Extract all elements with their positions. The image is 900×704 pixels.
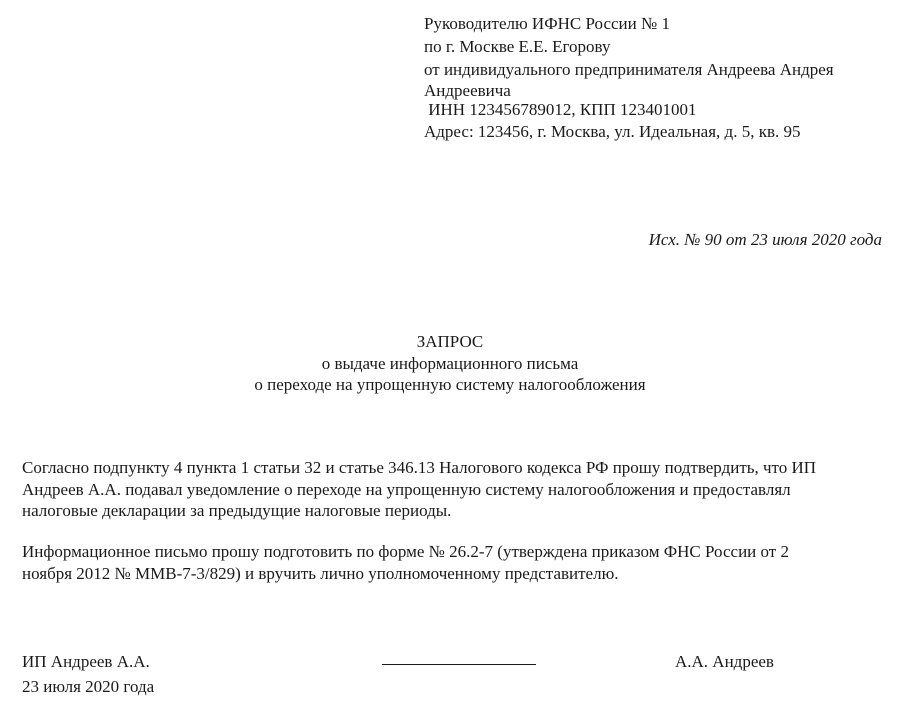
addressee-line: от индивидуального предпринимателя Андреева Андрея bbox=[424, 60, 834, 79]
signature-sender: ИП Андреев А.А. bbox=[22, 652, 150, 671]
signature-line bbox=[382, 664, 536, 665]
paragraph-line: Информационное письмо прошу подготовить по форме № 26.2-7 (утверждена приказом ФНС России от 2 bbox=[22, 542, 789, 561]
paragraph-line: ноября 2012 № ММВ-7-3/829) и вручить лично уполномоченному представителю. bbox=[22, 564, 619, 583]
addressee-line: Андреевича bbox=[424, 81, 511, 100]
addressee-line: по г. Москве Е.Е. Егорову bbox=[424, 37, 611, 56]
outgoing-reference: Исх. № 90 от 23 июля 2020 года bbox=[648, 230, 882, 249]
signature-date: 23 июля 2020 года bbox=[22, 677, 155, 696]
document-subtitle: о выдаче информационного письма bbox=[321, 354, 579, 373]
paragraph-line: Согласно подпункту 4 пункта 1 статьи 32 и статье 346.13 Налогового кодекса РФ прошу подтвердить, что ИП bbox=[22, 458, 817, 477]
signature-name: А.А. Андреев bbox=[675, 652, 774, 671]
addressee-line: Адрес: 123456, г. Москва, ул. Идеальная, д. 5, кв. 95 bbox=[424, 122, 801, 141]
paragraph-line: налоговые декларации за предыдущие налоговые периоды. bbox=[22, 501, 452, 520]
addressee-line: Руководителю ИФНС России № 1 bbox=[424, 14, 670, 33]
paragraph-line: Андреев А.А. подавал уведомление о переходе на упрощенную систему налогообложения и предоставлял bbox=[22, 480, 791, 499]
document-subtitle: о переходе на упрощенную систему налогообложения bbox=[254, 375, 646, 394]
document-title: ЗАПРОС bbox=[416, 332, 484, 351]
addressee-line: ИНН 123456789012, КПП 123401001 bbox=[424, 100, 697, 119]
